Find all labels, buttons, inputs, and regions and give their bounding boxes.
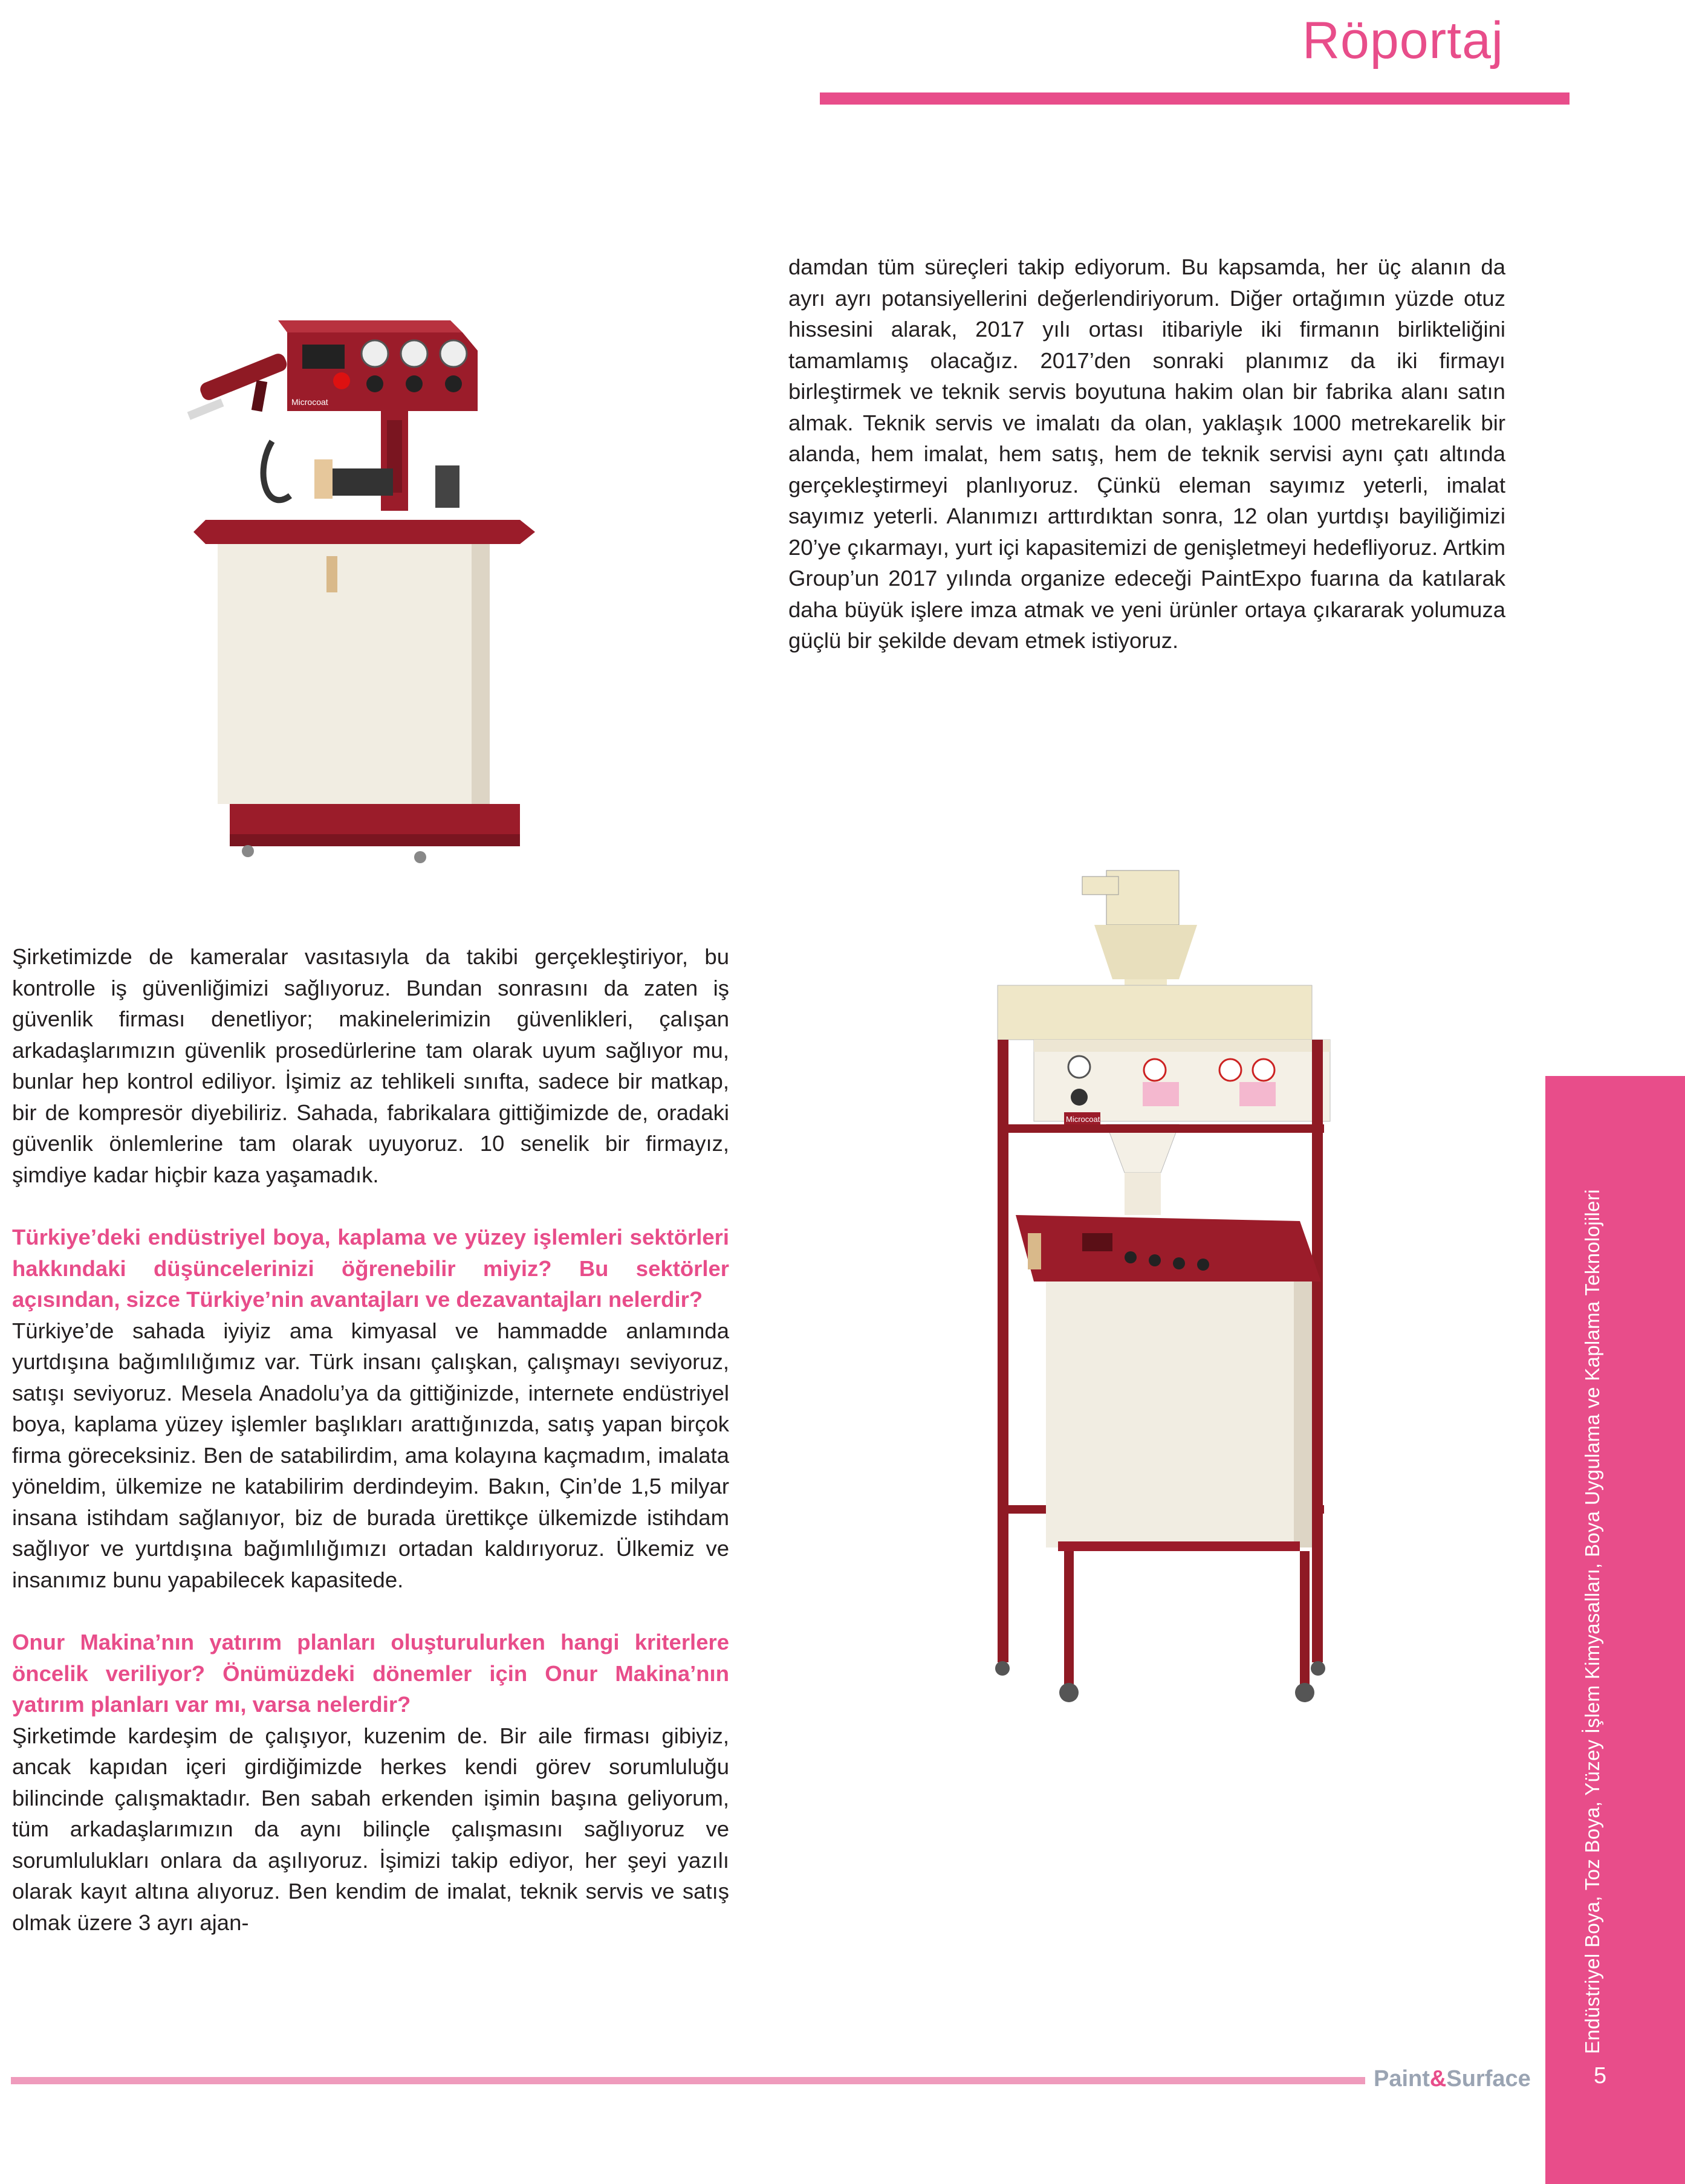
product-photo-feed-station <box>973 858 1360 1723</box>
side-banner-text: Endüstriyel Boya, Toz Boya, Yüzey İşlem Kimyasalları, Boya Uygulama ve Kaplama Teknolojileri <box>1581 1189 1603 2054</box>
spray-gun-icon <box>187 351 289 420</box>
interview-question: Onur Makina’nın yatırım planları oluşturulurken hangi kriterlere öncelik veriliyor? Önümüzdeki dönemler için Onur Makina’nın yatırım planları var mı, varsa nelerdir? <box>12 1630 729 1717</box>
product-photo-powder-unit <box>181 314 544 870</box>
interview-answer: Şirketimde kardeşim de çalışıyor, kuzenim de. Bir aile firması gibiyiz, ancak kapıdan içeri girdiğimizde herkes kendi görev sorumluluğu bilincinde çalışmaktadır. Ben sabah erkenden işimin başına geliyorum, tüm arkadaşlarımızın da aynı bilinçle çalışmasını sağlıyoruz ve sorumlulukları onlara da aşılıyoruz. İşimizi takip ediyor, her şeyi yazılı olarak kayıt altına alıyoruz. Ben kendim de imalat, teknik servis ve satış olmak üzere 3 ayrı ajan- <box>12 1723 729 1935</box>
article-column-top <box>788 251 1505 656</box>
logo-paint: Paint <box>1374 2066 1430 2092</box>
logo-surface: Surface <box>1446 2066 1531 2092</box>
side-banner <box>1545 1076 1685 2184</box>
footer-divider <box>11 2077 1365 2084</box>
article-column-left <box>12 941 729 1938</box>
paragraph: Şirketimizde de kameralar vasıtasıyla da takibi gerçekleştiriyor, bu kontrolle iş güvenliğimizi sağlıyoruz. Bundan sonrasını da zaten iş güvenlik firması denetliyor; makinelerimizin güvenlikleri, çalışan arkadaşlarımızın güvenlik prosedürlerine tam olarak uyum sağlıyor mu, bunlar hep kontrol ediliyor. İşimiz az tehlikeli sınıfta, sadece bir matkap, bir de kompresör diyebiliriz. Sahada, fabrikalara gittiğimizde de, oradaki güvenlik önlemlerine tam olarak uyuyoruz. 10 senelik bir firmayız, şimdiye kadar hiçbir kaza yaşamadık. <box>12 944 729 1187</box>
gauge-icons <box>362 340 467 392</box>
interview-question: Türkiye’deki endüstriyel boya, kaplama ve yüzey işlemleri sektörleri hakkındaki düşüncelerinizi öğrenebilir miyiz? Bu sektörler açısından, sizce Türkiye’nin avantajları ve dezavantajları nelerdir? <box>12 1225 729 1312</box>
interview-answer: Türkiye’de sahada iyiyiz ama kimyasal ve hammadde anlamında yurtdışına bağımlılığımız var. Türk insanı çalışkan, çalışmayı seviyoruz, satışı seviyoruz. Mesela Anadolu’ya da gittiğinizde, internete endüstriyel boya, kaplama yüzey işlemler başlıkları arattığınızda, satış yapan birçok firma göreceksiniz. Ben de satabilirdim, ama kolayına kaçmadım, imalata yöneldim, ülkemize ne katabilirim derdindeyim. Bakın, Çin’de 1,5 milyar insana istihdam sağlanıyor, biz de burada ürettikçe ülkemizde istihdam sağlıyor ve yurtdışına bağımlılığımızı ortadan kaldırıyoruz. Ülkemiz ve insanımız bunu yapabilecek kapasitede. <box>12 1318 729 1592</box>
logo-amp: & <box>1429 2066 1447 2092</box>
paragraph: damdan tüm süreçleri takip ediyorum. Bu kapsamda, her üç alanın da ayrı ayrı potansiyellerini değerlendiriyorum. Diğer ortağımın yüzde otuz hissesini alarak, 2017 yılı ortası itibariyle iki firmanın birlikteliğini tamamlamış olacağız. 2017’den sonraki planımız da iki firmayı birleştirmek ve teknik servis boyutuna hakim olan bir fabrika alanı satın almak. Teknik servis ve imalatı da olan, yaklaşık 1000 metrekarelik bir alanda, hem imalat, hem satış, hem de teknik servisi aynı çatı altında gerçekleştirmeyi planlıyoruz. Çünkü eleman sayımız yeterli, imalat sayımız yeterli. Alanımızı arttırdıktan sonra, 12 olan yurtdışı bayiliğimizi 20’ye çıkarmayı, yurt içi kapasitemizi de genişletmeyi hedefliyoruz. Artkim Group’un 2017 yılında organize edeceği PaintExpo fuarına da katılarak daha büyük işlere imza atmak ve yeni ürünler ortaya çıkararak yolumuza güçlü bir şekilde devam etmek istiyoruz. <box>788 254 1505 653</box>
page-number: 5 <box>1594 2063 1607 2088</box>
magazine-logo <box>1374 2066 1531 2092</box>
brand-label: Microcoat <box>291 397 328 407</box>
page-section-title: Röportaj <box>1302 11 1504 70</box>
header-divider <box>820 92 1570 105</box>
brand-label-2: Microcoat <box>1066 1115 1100 1124</box>
